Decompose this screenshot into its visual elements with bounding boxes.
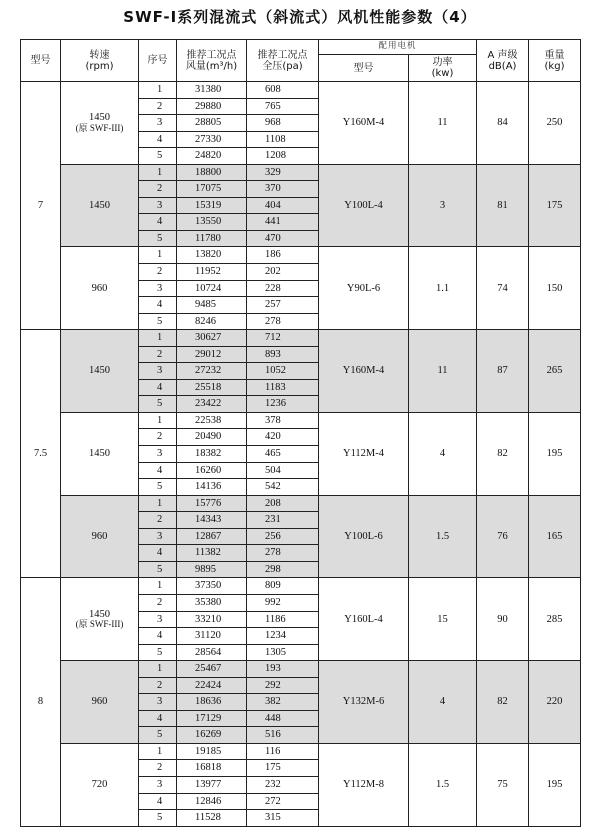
pressure-cell: 765 [247,98,319,115]
table-body [21,82,581,827]
noise-cell: 87 [477,330,529,413]
table-row [21,247,581,264]
flow-cell: 19185 [177,743,247,760]
seq-cell: 4 [139,628,177,645]
seq-cell: 1 [139,578,177,595]
flow-cell: 15319 [177,197,247,214]
pressure-cell: 278 [247,545,319,562]
flow-cell: 33210 [177,611,247,628]
flow-cell: 27330 [177,131,247,148]
pressure-cell: 992 [247,594,319,611]
flow-cell: 18382 [177,446,247,463]
flow-cell: 14343 [177,512,247,529]
noise-cell: 81 [477,164,529,247]
pressure-cell: 1186 [247,611,319,628]
pressure-cell: 420 [247,429,319,446]
seq-cell: 5 [139,727,177,744]
seq-cell: 2 [139,594,177,611]
seq-cell: 2 [139,98,177,115]
flow-cell: 13977 [177,776,247,793]
pressure-cell: 278 [247,313,319,330]
motor-model-cell: Y100L-4 [319,164,409,247]
speed-cell [61,661,139,744]
performance-table [20,39,581,827]
pressure-cell: 292 [247,677,319,694]
flow-cell: 13820 [177,247,247,264]
flow-cell: 29880 [177,98,247,115]
header-seq: 序号 [139,40,177,82]
power-cell: 11 [409,330,477,413]
motor-model-cell: Y112M-8 [319,743,409,826]
pressure-cell: 893 [247,346,319,363]
flow-cell: 24820 [177,148,247,165]
pressure-cell: 382 [247,694,319,711]
pressure-cell: 608 [247,82,319,99]
header-pressure-label: 推荐工况点 [257,49,308,61]
motor-model-cell: Y160M-4 [319,330,409,413]
header-pressure-unit: 全压(pa) [262,60,303,72]
speed-cell [61,412,139,495]
motor-model-cell: Y112M-4 [319,412,409,495]
seq-cell: 3 [139,611,177,628]
pressure-cell: 441 [247,214,319,231]
flow-cell: 11952 [177,264,247,281]
speed-cell [61,330,139,413]
pressure-cell: 448 [247,710,319,727]
speed-cell [61,578,139,661]
power-cell: 4 [409,661,477,744]
flow-cell: 25518 [177,379,247,396]
weight-cell: 150 [529,247,581,330]
speed-cell [61,743,139,826]
flow-cell: 18636 [177,694,247,711]
header-noise [477,40,529,82]
header-noise-unit: dB(A) [488,60,517,72]
seq-cell: 5 [139,230,177,247]
seq-cell: 5 [139,396,177,413]
header-weight-unit: (kg) [544,60,565,72]
speed-note: (原 SWF-III) [75,619,124,630]
flow-cell: 12846 [177,793,247,810]
noise-cell: 82 [477,412,529,495]
header-weight-label: 重量 [544,49,565,61]
table-row [21,578,581,595]
weight-cell: 195 [529,412,581,495]
flow-cell: 20490 [177,429,247,446]
pressure-cell: 329 [247,164,319,181]
motor-model-cell: Y160M-4 [319,82,409,165]
flow-cell: 11528 [177,810,247,827]
header-speed-label: 转速 [89,49,110,61]
flow-cell: 17129 [177,710,247,727]
noise-cell: 82 [477,661,529,744]
flow-cell: 22538 [177,412,247,429]
flow-cell: 9895 [177,561,247,578]
flow-cell: 23422 [177,396,247,413]
header-flow-unit: 风量(m³/h) [185,60,238,72]
seq-cell: 2 [139,677,177,694]
pressure-cell: 1052 [247,363,319,380]
weight-cell: 285 [529,578,581,661]
seq-cell: 2 [139,429,177,446]
pressure-cell: 202 [247,264,319,281]
header-weight [529,40,581,82]
pressure-cell: 465 [247,446,319,463]
pressure-cell: 370 [247,181,319,198]
flow-cell: 18800 [177,164,247,181]
flow-cell: 9485 [177,297,247,314]
flow-cell: 12867 [177,528,247,545]
pressure-cell: 809 [247,578,319,595]
speed-cell [61,82,139,165]
pressure-cell: 272 [247,793,319,810]
pressure-cell: 1208 [247,148,319,165]
power-cell: 3 [409,164,477,247]
noise-cell: 75 [477,743,529,826]
flow-cell: 27232 [177,363,247,380]
flow-cell: 35380 [177,594,247,611]
pressure-cell: 1183 [247,379,319,396]
flow-cell: 37350 [177,578,247,595]
pressure-cell: 116 [247,743,319,760]
header-flow-label: 推荐工况点 [186,49,237,61]
pressure-cell: 256 [247,528,319,545]
pressure-cell: 1236 [247,396,319,413]
motor-model-cell: Y90L-6 [319,247,409,330]
flow-cell: 11780 [177,230,247,247]
header-pressure [247,40,319,82]
flow-cell: 16269 [177,727,247,744]
seq-cell: 2 [139,264,177,281]
pressure-cell: 1305 [247,644,319,661]
seq-cell: 3 [139,363,177,380]
seq-cell: 2 [139,181,177,198]
power-cell: 4 [409,412,477,495]
pressure-cell: 257 [247,297,319,314]
header-power-label: 功率 [432,57,453,68]
pressure-cell: 470 [247,230,319,247]
motor-model-cell: Y132M-6 [319,661,409,744]
seq-cell: 4 [139,297,177,314]
noise-cell: 76 [477,495,529,578]
flow-cell: 17075 [177,181,247,198]
noise-cell: 90 [477,578,529,661]
pressure-cell: 968 [247,115,319,132]
speed-cell [61,247,139,330]
pressure-cell: 378 [247,412,319,429]
seq-cell: 5 [139,644,177,661]
header-speed [61,40,139,82]
weight-cell: 250 [529,82,581,165]
seq-cell: 1 [139,743,177,760]
header-speed-unit: (rpm) [85,60,114,72]
pressure-cell: 298 [247,561,319,578]
seq-cell: 3 [139,115,177,132]
seq-cell: 5 [139,479,177,496]
speed-value: 1450 [89,448,110,460]
seq-cell: 4 [139,545,177,562]
seq-cell: 3 [139,446,177,463]
seq-cell: 3 [139,776,177,793]
speed-cell [61,495,139,578]
power-cell: 1.5 [409,495,477,578]
speed-value: 960 [91,530,108,542]
motor-model-cell: Y160L-4 [319,578,409,661]
flow-cell: 29012 [177,346,247,363]
pressure-cell: 504 [247,462,319,479]
pressure-cell: 542 [247,479,319,496]
table-row [21,495,581,512]
flow-cell: 28564 [177,644,247,661]
seq-cell: 4 [139,214,177,231]
flow-cell: 13550 [177,214,247,231]
seq-cell: 5 [139,313,177,330]
flow-cell: 25467 [177,661,247,678]
table-header [21,40,581,82]
weight-cell: 165 [529,495,581,578]
flow-cell: 15776 [177,495,247,512]
seq-cell: 1 [139,164,177,181]
noise-cell: 84 [477,82,529,165]
table-row [21,82,581,99]
pressure-cell: 175 [247,760,319,777]
header-motor: 配用电机 [319,40,477,55]
seq-cell: 3 [139,280,177,297]
table-row [21,661,581,678]
header-power [409,55,477,82]
header-power-unit: (kw) [431,68,454,79]
speed-cell [61,164,139,247]
power-cell: 1.1 [409,247,477,330]
seq-cell: 4 [139,793,177,810]
flow-cell: 14136 [177,479,247,496]
header-model: 型号 [21,40,61,82]
seq-cell: 4 [139,379,177,396]
power-cell: 11 [409,82,477,165]
table-row [21,412,581,429]
seq-cell: 1 [139,495,177,512]
speed-value: 1450 [89,608,110,620]
seq-cell: 1 [139,661,177,678]
header-flow [177,40,247,82]
pressure-cell: 208 [247,495,319,512]
pressure-cell: 1234 [247,628,319,645]
power-cell: 15 [409,578,477,661]
weight-cell: 195 [529,743,581,826]
speed-value: 1450 [89,112,110,124]
pressure-cell: 1108 [247,131,319,148]
speed-value: 720 [91,778,108,790]
pressure-cell: 712 [247,330,319,347]
seq-cell: 3 [139,197,177,214]
flow-cell: 31380 [177,82,247,99]
flow-cell: 11382 [177,545,247,562]
speed-value: 960 [91,282,108,294]
speed-value: 1450 [89,199,110,211]
header-motor-model: 型号 [319,55,409,82]
pressure-cell: 516 [247,727,319,744]
seq-cell: 5 [139,148,177,165]
noise-cell: 74 [477,247,529,330]
seq-cell: 1 [139,330,177,347]
flow-cell: 30627 [177,330,247,347]
table-row [21,743,581,760]
seq-cell: 4 [139,710,177,727]
speed-value: 960 [91,696,108,708]
weight-cell: 265 [529,330,581,413]
flow-cell: 31120 [177,628,247,645]
pressure-cell: 228 [247,280,319,297]
pressure-cell: 315 [247,810,319,827]
flow-cell: 10724 [177,280,247,297]
seq-cell: 1 [139,247,177,264]
speed-value: 1450 [89,365,110,377]
seq-cell: 2 [139,512,177,529]
weight-cell: 220 [529,661,581,744]
seq-cell: 3 [139,528,177,545]
seq-cell: 1 [139,82,177,99]
seq-cell: 5 [139,810,177,827]
power-cell: 1.5 [409,743,477,826]
flow-cell: 16260 [177,462,247,479]
weight-cell: 175 [529,164,581,247]
flow-cell: 22424 [177,677,247,694]
seq-cell: 5 [139,561,177,578]
table-row [21,164,581,181]
pressure-cell: 232 [247,776,319,793]
header-noise-label: A 声级 [487,49,518,61]
seq-cell: 3 [139,694,177,711]
seq-cell: 1 [139,412,177,429]
motor-model-cell: Y100L-6 [319,495,409,578]
pressure-cell: 193 [247,661,319,678]
seq-cell: 4 [139,462,177,479]
page-title: SWF-Ⅰ系列混流式（斜流式）风机性能参数（4） [123,8,477,26]
pressure-cell: 186 [247,247,319,264]
seq-cell: 2 [139,346,177,363]
model-cell: 7.5 [21,330,61,578]
seq-cell: 2 [139,760,177,777]
pressure-cell: 231 [247,512,319,529]
table-row [21,330,581,347]
pressure-cell: 404 [247,197,319,214]
flow-cell: 28805 [177,115,247,132]
speed-note: (原 SWF-III) [75,122,124,133]
flow-cell: 16818 [177,760,247,777]
model-cell: 7 [21,82,61,330]
model-cell: 8 [21,578,61,826]
seq-cell: 4 [139,131,177,148]
flow-cell: 8246 [177,313,247,330]
